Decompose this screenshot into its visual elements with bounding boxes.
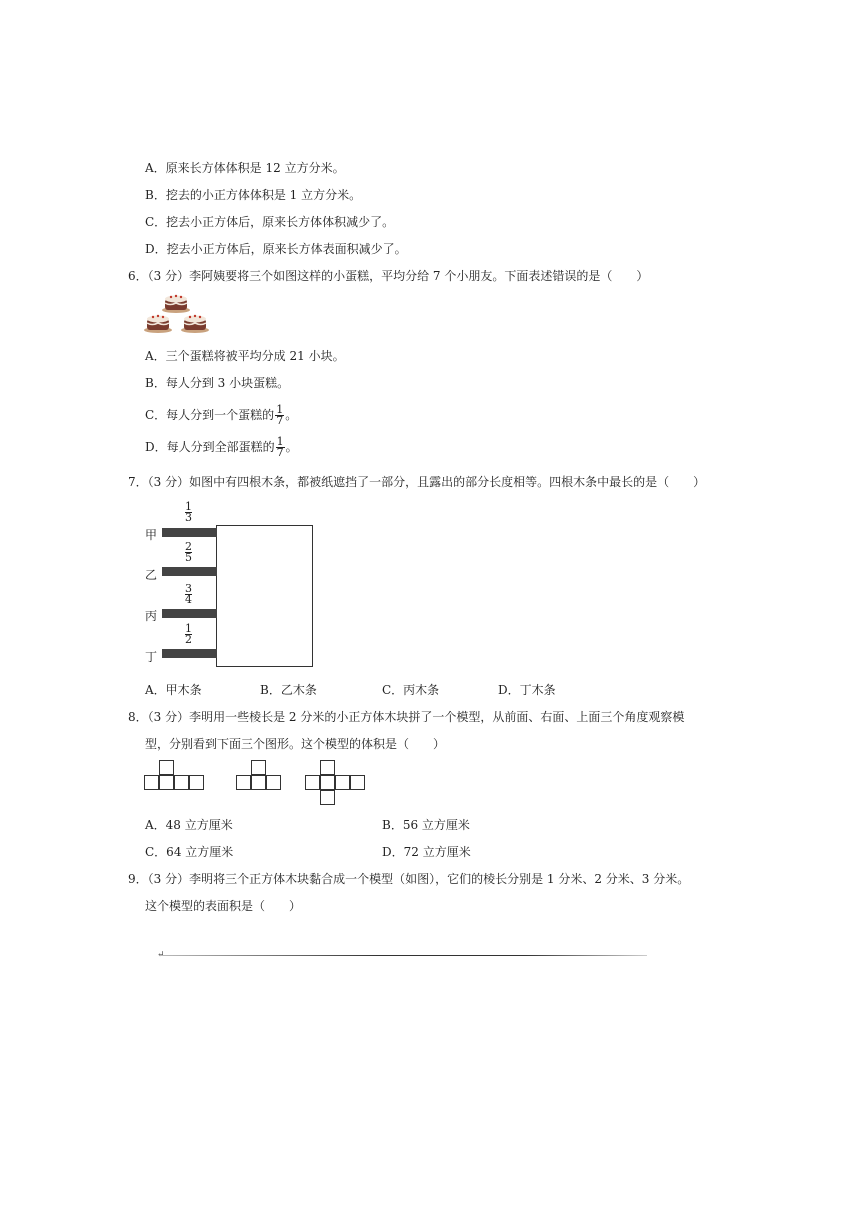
fraction-numerator: 1 [185,622,192,635]
fraction-numerator: 1 [276,403,284,416]
cake-icon [161,291,191,313]
bar-fraction-bing [185,584,192,605]
view-square [174,775,189,790]
view-square [251,760,266,775]
fraction-denominator: 7 [276,446,284,459]
fraction-denominator: 7 [276,414,284,427]
q8-stem-line2: 型，分别看到下面三个图形。这个模型的体积是（ ） [145,737,446,751]
bar-label-bing: 丙 [145,609,158,623]
q6-stem: 6．（3 分）李阿姨要将三个如图这样的小蛋糕，平均分给 7 个小朋友。下面表述错误的是（ ） [128,269,649,283]
fraction [275,405,284,426]
q7-option-a: A．甲木条 [145,683,202,697]
page-divider [160,955,647,956]
period: 。 [285,408,298,422]
view-square [159,760,174,775]
bar-label-yi: 乙 [145,568,158,582]
cakes-figure [143,291,213,335]
q8-option-d: D．72 立方厘米 [382,845,471,859]
q5-option-c: C．挖去小正方体后，原来长方体体积减少了。 [145,215,395,229]
view-square [320,790,335,805]
q5-option-b: B．挖去的小正方体体积是 1 立方分米。 [145,188,362,202]
q9-stem-line2: 这个模型的表面积是（ ） [145,899,302,913]
q5-option-a: A．原来长方体体积是 12 立方分米。 [145,161,345,175]
q7-stem: 7．（3 分）如图中有四根木条，都被纸遮挡了一部分，且露出的部分长度相等。四根木条中最长的是（ ） [128,475,706,489]
view-square [305,775,320,790]
wood-bar-bing [162,609,217,618]
return-mark-icon: ↵ [157,950,165,960]
fraction-denominator: 2 [185,633,192,646]
fraction-numerator: 3 [185,582,192,595]
fraction-denominator: 3 [185,511,192,524]
view-square [251,775,266,790]
cake-icon [143,311,173,333]
bar-fraction-jia [185,502,192,523]
view-square [144,775,159,790]
view-square [350,775,365,790]
period: 。 [285,440,298,454]
view-square [159,775,174,790]
fraction [276,437,285,458]
view-square [236,775,251,790]
q6-option-c-text: C．每人分到一个蛋糕的 [145,408,275,422]
view-square [335,775,350,790]
q5-option-d: D．挖去小正方体后，原来长方体表面积减少了。 [145,242,407,256]
q6-option-d [145,434,298,460]
view-square [189,775,204,790]
view-square [266,775,281,790]
q8-stem-line1: 8．（3 分）李明用一些棱长是 2 分米的小正方体木块拼了一个模型，从前面、右面、上面三个角度观察模 [128,710,685,724]
wood-bar-yi [162,567,217,576]
q8-option-c: C．64 立方厘米 [145,845,234,859]
q7-option-c: C．丙木条 [382,683,440,697]
bar-label-jia: 甲 [145,528,158,542]
wood-bar-ding [162,649,217,658]
q8-option-b: B．56 立方厘米 [382,818,470,832]
q6-option-b: B．每人分到 3 小块蛋糕。 [145,376,290,390]
bar-label-ding: 丁 [145,650,158,664]
view-square [320,760,335,775]
fraction-numerator: 1 [276,435,284,448]
fraction-numerator: 1 [185,500,192,513]
q6-option-d-text: D．每人分到全部蛋糕的 [145,440,275,454]
paper-cover [216,525,313,667]
q9-stem-line1: 9．（3 分）李明将三个正方体木块黏合成一个模型（如图），它们的棱长分别是 1 分米、2 分米、3 分米。 [128,872,690,886]
bar-fraction-yi [185,542,192,563]
cake-icon [180,311,210,333]
wood-bar-jia [162,528,217,537]
q6-option-c [145,402,297,428]
bar-fraction-ding [185,624,192,645]
fraction-denominator: 4 [185,593,192,606]
view-square [320,775,335,790]
q7-option-d: D．丁木条 [498,683,556,697]
q6-option-a: A．三个蛋糕将被平均分成 21 小块。 [145,349,345,363]
fraction-denominator: 5 [185,551,192,564]
q7-option-b: B．乙木条 [260,683,317,697]
fraction-numerator: 2 [185,540,192,553]
q8-option-a: A．48 立方厘米 [145,818,233,832]
